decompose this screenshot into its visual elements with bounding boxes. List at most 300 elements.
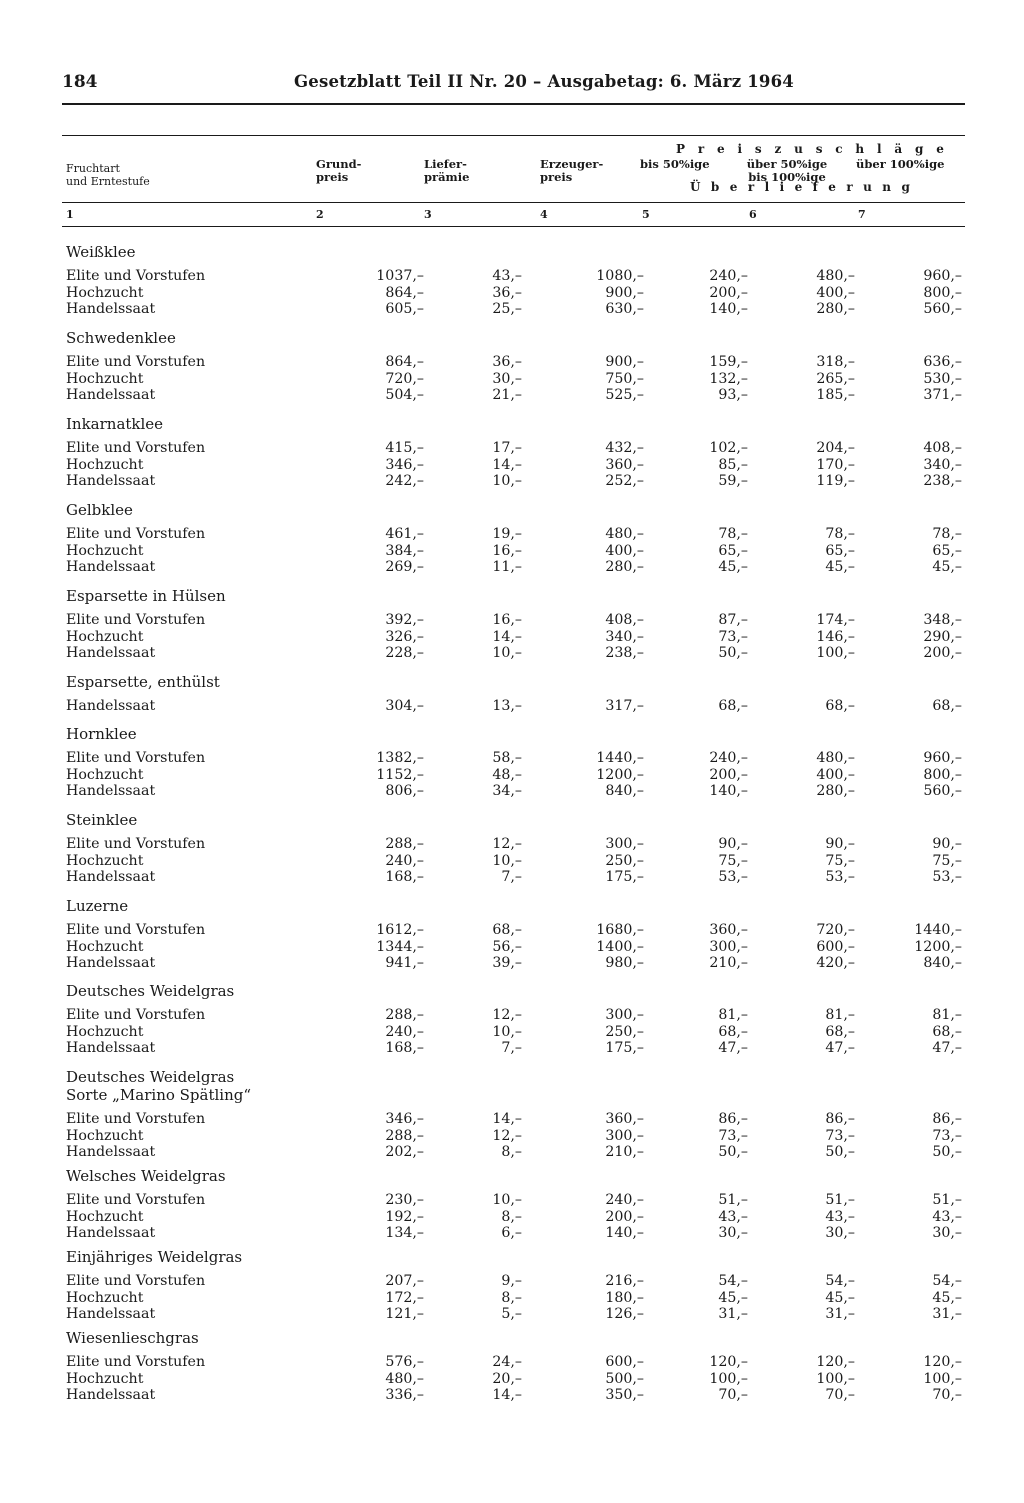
table-row: [66, 268, 962, 285]
spaced-letter: i: [737, 142, 743, 156]
price-cell: 30,–: [825, 1225, 855, 1241]
price-cell: 50,–: [825, 1144, 855, 1160]
crop-group: [66, 587, 962, 662]
crop-group: [66, 982, 962, 1057]
price-cell: 720,–: [816, 922, 855, 938]
price-cell: 10,–: [492, 645, 522, 661]
table-row: [66, 1306, 962, 1323]
row-label: Hochzucht: [66, 766, 144, 783]
price-cell: 371,–: [923, 387, 962, 403]
price-cell: 6,–: [501, 1225, 522, 1241]
price-cell: 175,–: [605, 1040, 644, 1056]
price-cell: 242,–: [385, 473, 424, 489]
price-cell: 168,–: [385, 1040, 424, 1056]
price-cell: 280,–: [816, 783, 855, 799]
price-cell: 480,–: [385, 1370, 424, 1387]
table-row: [66, 698, 962, 715]
price-cell: 1680,–: [596, 922, 644, 938]
price-cell: 340,–: [923, 456, 962, 473]
price-cell: 530,–: [923, 370, 962, 387]
table-row: [66, 1225, 962, 1242]
price-cell: 185,–: [816, 387, 855, 403]
column-number: 6: [749, 208, 757, 221]
price-cell: 192,–: [385, 1208, 424, 1225]
price-cell: 7,–: [501, 1040, 522, 1056]
price-cell: 140,–: [709, 301, 748, 317]
price-cell: 73,–: [932, 1127, 962, 1144]
price-cell: 68,–: [825, 1023, 855, 1040]
row-label: Elite und Vorstufen: [66, 440, 206, 456]
price-cell: 86,–: [718, 1111, 748, 1127]
table-row: [66, 750, 962, 767]
row-label: Handelssaat: [66, 698, 156, 714]
column-number: 7: [858, 208, 866, 221]
spaced-letter: e: [717, 142, 725, 156]
price-cell: 7,–: [501, 869, 522, 885]
price-cell: 180,–: [605, 1289, 644, 1306]
header-rule: [62, 103, 965, 105]
crop-group-title: Einjähriges Weidelgras: [66, 1248, 243, 1266]
spaced-letter: u: [794, 142, 803, 156]
price-cell: 70,–: [825, 1387, 855, 1403]
spaced-letter: i: [779, 180, 785, 194]
row-label: Hochzucht: [66, 370, 144, 387]
price-cell: 45,–: [825, 1289, 855, 1306]
price-cell: 12,–: [492, 836, 522, 852]
row-label: Hochzucht: [66, 1208, 144, 1225]
price-cell: 280,–: [816, 301, 855, 317]
table-row: [66, 955, 962, 972]
price-cell: 432,–: [605, 440, 644, 456]
price-cell: 68,–: [718, 698, 748, 714]
price-cell: 20,–: [492, 1370, 522, 1387]
table-row: [66, 1208, 962, 1226]
column-header-preiszuschlaege: [676, 142, 944, 156]
price-cell: 73,–: [718, 1127, 748, 1144]
price-cell: 480,–: [816, 268, 855, 284]
price-cell: 175,–: [605, 869, 644, 885]
crop-group-title: Gelbklee: [66, 501, 133, 519]
crop-group-title: Esparsette in Hülsen: [66, 587, 226, 605]
price-cell: 90,–: [825, 836, 855, 852]
row-label: Hochzucht: [66, 1289, 144, 1306]
price-cell: 200,–: [709, 284, 748, 301]
table-row: [66, 628, 962, 646]
price-cell: 86,–: [932, 1111, 962, 1127]
price-cell: 140,–: [709, 783, 748, 799]
price-cell: 45,–: [932, 1289, 962, 1306]
price-cell: 100,–: [709, 1370, 748, 1387]
spaced-letter: f: [812, 180, 818, 194]
price-cell: 240,–: [709, 750, 748, 766]
table-row: [66, 1273, 962, 1290]
spaced-letter: e: [936, 142, 944, 156]
price-cell: 1037,–: [376, 268, 424, 284]
price-cell: 45,–: [932, 559, 962, 575]
spaced-letter: c: [835, 142, 843, 156]
price-cell: 415,–: [385, 440, 424, 456]
row-label: Handelssaat: [66, 473, 156, 489]
price-cell: 43,–: [492, 268, 522, 284]
price-cell: 300,–: [605, 1127, 644, 1144]
price-cell: 31,–: [825, 1306, 855, 1322]
crop-group: [66, 811, 962, 886]
crop-group: [66, 329, 962, 404]
row-label: Hochzucht: [66, 1023, 144, 1040]
table-row: [66, 1289, 962, 1307]
table-row: [66, 559, 962, 576]
price-cell: 54,–: [825, 1273, 855, 1289]
price-cell: 68,–: [492, 922, 522, 938]
table-top-rule: [62, 135, 965, 136]
price-cell: 210,–: [709, 955, 748, 971]
crop-group-title: Steinklee: [66, 811, 138, 829]
spaced-letter: Ü: [690, 180, 701, 194]
row-label: Hochzucht: [66, 852, 144, 869]
price-cell: 280,–: [605, 559, 644, 575]
table-row: [66, 869, 962, 886]
price-cell: 48,–: [492, 766, 522, 783]
crop-group: [66, 1329, 962, 1404]
price-cell: 120,–: [816, 1354, 855, 1370]
price-cell: 43,–: [825, 1208, 855, 1225]
crop-group: [66, 1167, 962, 1242]
price-cell: 230,–: [385, 1192, 424, 1208]
price-cell: 47,–: [932, 1040, 962, 1056]
price-cell: 8,–: [501, 1289, 522, 1306]
price-cell: 806,–: [385, 783, 424, 799]
column-number: 1: [66, 208, 74, 221]
price-cell: 630,–: [605, 301, 644, 317]
crop-group-title: Inkarnatklee: [66, 415, 164, 433]
table-row: [66, 370, 962, 388]
price-cell: 119,–: [816, 473, 855, 489]
price-cell: 134,–: [385, 1225, 424, 1241]
price-cell: 87,–: [718, 612, 748, 628]
price-cell: 30,–: [718, 1225, 748, 1241]
price-cell: 560,–: [923, 783, 962, 799]
price-cell: 100,–: [816, 1370, 855, 1387]
price-cell: 75,–: [718, 852, 748, 869]
crop-group-title: Deutsches Weidelgras: [66, 1068, 235, 1086]
table-row: [66, 473, 962, 490]
row-label: Elite und Vorstufen: [66, 836, 206, 852]
table-header-rule: [62, 202, 965, 203]
spaced-letter: u: [863, 180, 872, 194]
row-label: Elite und Vorstufen: [66, 750, 206, 766]
price-cell: 960,–: [923, 268, 962, 284]
spaced-letter: P: [676, 142, 686, 156]
price-cell: 636,–: [923, 354, 962, 370]
price-cell: 504,–: [385, 387, 424, 403]
price-cell: 19,–: [492, 526, 522, 542]
page-number: 184: [62, 72, 98, 92]
price-cell: 210,–: [605, 1144, 644, 1160]
price-cell: 800,–: [923, 766, 962, 783]
price-cell: 39,–: [492, 955, 522, 971]
table-row: [66, 440, 962, 457]
price-cell: 174,–: [816, 612, 855, 628]
price-cell: 350,–: [605, 1387, 644, 1403]
price-cell: 31,–: [932, 1306, 962, 1322]
price-cell: 269,–: [385, 559, 424, 575]
price-cell: 78,–: [825, 526, 855, 542]
price-cell: 73,–: [825, 1127, 855, 1144]
table-column-number-rule: [62, 226, 965, 227]
row-label: Elite und Vorstufen: [66, 1111, 206, 1127]
price-cell: 140,–: [605, 1225, 644, 1241]
price-cell: 11,–: [492, 559, 522, 575]
price-cell: 56,–: [492, 938, 522, 955]
price-cell: 360,–: [605, 456, 644, 473]
row-label: Hochzucht: [66, 1127, 144, 1144]
price-cell: 240,–: [385, 1023, 424, 1040]
price-cell: 340,–: [605, 628, 644, 645]
spaced-letter: z: [774, 142, 782, 156]
price-cell: 250,–: [605, 1023, 644, 1040]
spaced-letter: g: [914, 142, 924, 156]
price-cell: 420,–: [816, 955, 855, 971]
price-cell: 600,–: [816, 938, 855, 955]
price-cell: 317,–: [605, 698, 644, 714]
crop-group: [66, 673, 962, 715]
price-cell: 121,–: [385, 1306, 424, 1322]
page-header: [62, 72, 965, 106]
price-cell: 202,–: [385, 1144, 424, 1160]
price-cell: 346,–: [385, 456, 424, 473]
price-cell: 5,–: [501, 1306, 522, 1322]
price-cell: 100,–: [816, 645, 855, 661]
price-cell: 50,–: [932, 1144, 962, 1160]
price-cell: 326,–: [385, 628, 424, 645]
price-cell: 400,–: [816, 284, 855, 301]
price-cell: 216,–: [605, 1273, 644, 1289]
column-header-50-100: über 50%ige bis 100%ige: [746, 157, 828, 184]
row-label: Hochzucht: [66, 1370, 144, 1387]
column-header-lieferpraemie: Liefer- prämie: [424, 157, 470, 184]
table-row: [66, 922, 962, 939]
price-cell: 16,–: [492, 612, 522, 628]
price-cell: 90,–: [718, 836, 748, 852]
price-cell: 288,–: [385, 836, 424, 852]
price-cell: 200,–: [605, 1208, 644, 1225]
row-label: Handelssaat: [66, 783, 156, 799]
row-label: Handelssaat: [66, 301, 156, 317]
crop-group-subtitle: Sorte „Marino Spätling“: [66, 1086, 252, 1104]
price-cell: 170,–: [816, 456, 855, 473]
price-cell: 14,–: [492, 628, 522, 645]
table-row: [66, 387, 962, 404]
price-cell: 90,–: [932, 836, 962, 852]
table-row: [66, 766, 962, 784]
price-cell: 14,–: [492, 1387, 522, 1403]
crop-group-title: Esparsette, enthülst: [66, 673, 220, 691]
table-row: [66, 1040, 962, 1057]
column-header-fruit: Fruchtart und Erntestufe: [66, 162, 150, 188]
crop-group: [66, 243, 962, 318]
price-cell: 172,–: [385, 1289, 424, 1306]
price-cell: 10,–: [492, 473, 522, 489]
price-cell: 900,–: [605, 284, 644, 301]
price-cell: 75,–: [932, 852, 962, 869]
row-label: Elite und Vorstufen: [66, 612, 206, 628]
row-label: Handelssaat: [66, 559, 156, 575]
price-cell: 78,–: [932, 526, 962, 542]
price-cell: 70,–: [718, 1387, 748, 1403]
price-cell: 43,–: [932, 1208, 962, 1225]
spaced-letter: e: [794, 180, 803, 194]
price-cell: 65,–: [825, 542, 855, 559]
price-cell: 960,–: [923, 750, 962, 766]
price-cell: 384,–: [385, 542, 424, 559]
price-cell: 50,–: [718, 1144, 748, 1160]
price-cell: 81,–: [718, 1007, 748, 1023]
table-row: [66, 1354, 962, 1371]
price-cell: 461,–: [385, 526, 424, 542]
price-cell: 13,–: [492, 698, 522, 714]
row-label: Elite und Vorstufen: [66, 1273, 206, 1289]
row-label: Hochzucht: [66, 456, 144, 473]
price-cell: 800,–: [923, 284, 962, 301]
row-label: Hochzucht: [66, 542, 144, 559]
price-cell: 120,–: [923, 1354, 962, 1370]
spaced-letter: ä: [894, 142, 903, 156]
price-cell: 81,–: [825, 1007, 855, 1023]
price-cell: 360,–: [709, 922, 748, 938]
price-cell: 159,–: [709, 354, 748, 370]
price-cell: 408,–: [605, 612, 644, 628]
price-cell: 360,–: [605, 1111, 644, 1127]
table-row: [66, 301, 962, 318]
table-row: [66, 1023, 962, 1041]
table-row: [66, 645, 962, 662]
column-header-ueber-100: über 100%ige: [856, 157, 945, 171]
price-cell: 53,–: [932, 869, 962, 885]
price-cell: 318,–: [816, 354, 855, 370]
price-cell: 85,–: [718, 456, 748, 473]
price-cell: 288,–: [385, 1127, 424, 1144]
row-label: Handelssaat: [66, 387, 156, 403]
row-label: Handelssaat: [66, 645, 156, 661]
spaced-letter: n: [882, 180, 892, 194]
price-cell: 864,–: [385, 354, 424, 370]
table-row: [66, 456, 962, 474]
price-cell: 93,–: [718, 387, 748, 403]
price-cell: 47,–: [825, 1040, 855, 1056]
row-label: Handelssaat: [66, 955, 156, 971]
row-label: Handelssaat: [66, 1040, 156, 1056]
price-cell: 8,–: [501, 1144, 522, 1160]
price-cell: 31,–: [718, 1306, 748, 1322]
price-cell: 1344,–: [376, 938, 424, 955]
price-cell: 68,–: [932, 698, 962, 714]
price-cell: 605,–: [385, 301, 424, 317]
price-cell: 400,–: [605, 542, 644, 559]
price-cell: 47,–: [718, 1040, 748, 1056]
price-cell: 78,–: [718, 526, 748, 542]
price-cell: 30,–: [492, 370, 522, 387]
table-row: [66, 1144, 962, 1161]
price-cell: 10,–: [492, 1192, 522, 1208]
price-cell: 81,–: [932, 1007, 962, 1023]
price-cell: 840,–: [923, 955, 962, 971]
price-cell: 900,–: [605, 354, 644, 370]
crop-group-title: Luzerne: [66, 897, 129, 915]
table-row: [66, 284, 962, 302]
price-cell: 240,–: [605, 1192, 644, 1208]
price-cell: 336,–: [385, 1387, 424, 1403]
price-cell: 300,–: [605, 836, 644, 852]
price-cell: 36,–: [492, 354, 522, 370]
price-cell: 1080,–: [596, 268, 644, 284]
price-cell: 21,–: [492, 387, 522, 403]
spaced-letter: s: [754, 142, 762, 156]
spaced-letter: r: [697, 142, 705, 156]
price-cell: 54,–: [718, 1273, 748, 1289]
price-cell: 51,–: [718, 1192, 748, 1208]
price-cell: 238,–: [605, 645, 644, 661]
price-cell: 146,–: [816, 628, 855, 645]
price-cell: 288,–: [385, 1007, 424, 1023]
price-cell: 252,–: [605, 473, 644, 489]
price-cell: 100,–: [923, 1370, 962, 1387]
table-row: [66, 836, 962, 853]
price-cell: 480,–: [605, 526, 644, 542]
price-cell: 228,–: [385, 645, 424, 661]
column-number: 5: [642, 208, 650, 221]
price-cell: 525,–: [605, 387, 644, 403]
price-cell: 290,–: [923, 628, 962, 645]
price-cell: 14,–: [492, 1111, 522, 1127]
table-row: [66, 1007, 962, 1024]
crop-group-title: Schwedenklee: [66, 329, 176, 347]
price-cell: 53,–: [825, 869, 855, 885]
price-cell: 45,–: [718, 1289, 748, 1306]
crop-group: [66, 1248, 962, 1323]
table-row: [66, 354, 962, 371]
row-label: Elite und Vorstufen: [66, 1192, 206, 1208]
price-cell: 941,–: [385, 955, 424, 971]
crop-group-title: Deutsches Weidelgras: [66, 982, 235, 1000]
price-cell: 1612,–: [376, 922, 424, 938]
price-cell: 10,–: [492, 1023, 522, 1040]
price-cell: 12,–: [492, 1007, 522, 1023]
price-cell: 240,–: [385, 852, 424, 869]
price-cell: 238,–: [923, 473, 962, 489]
table-row: [66, 1127, 962, 1145]
price-cell: 720,–: [385, 370, 424, 387]
row-label: Handelssaat: [66, 1306, 156, 1322]
row-label: Elite und Vorstufen: [66, 526, 206, 542]
spaced-letter: r: [747, 180, 755, 194]
price-cell: 265,–: [816, 370, 855, 387]
price-cell: 1400,–: [596, 938, 644, 955]
row-label: Elite und Vorstufen: [66, 922, 206, 938]
price-cell: 1382,–: [376, 750, 424, 766]
price-cell: 45,–: [825, 559, 855, 575]
price-cell: 45,–: [718, 559, 748, 575]
price-cell: 17,–: [492, 440, 522, 456]
price-cell: 1152,–: [376, 766, 424, 783]
price-cell: 480,–: [816, 750, 855, 766]
price-cell: 1200,–: [596, 766, 644, 783]
row-label: Handelssaat: [66, 1387, 156, 1403]
price-cell: 200,–: [709, 766, 748, 783]
price-cell: 346,–: [385, 1111, 424, 1127]
crop-group: [66, 1068, 962, 1161]
price-cell: 68,–: [718, 1023, 748, 1040]
price-cell: 200,–: [923, 645, 962, 661]
